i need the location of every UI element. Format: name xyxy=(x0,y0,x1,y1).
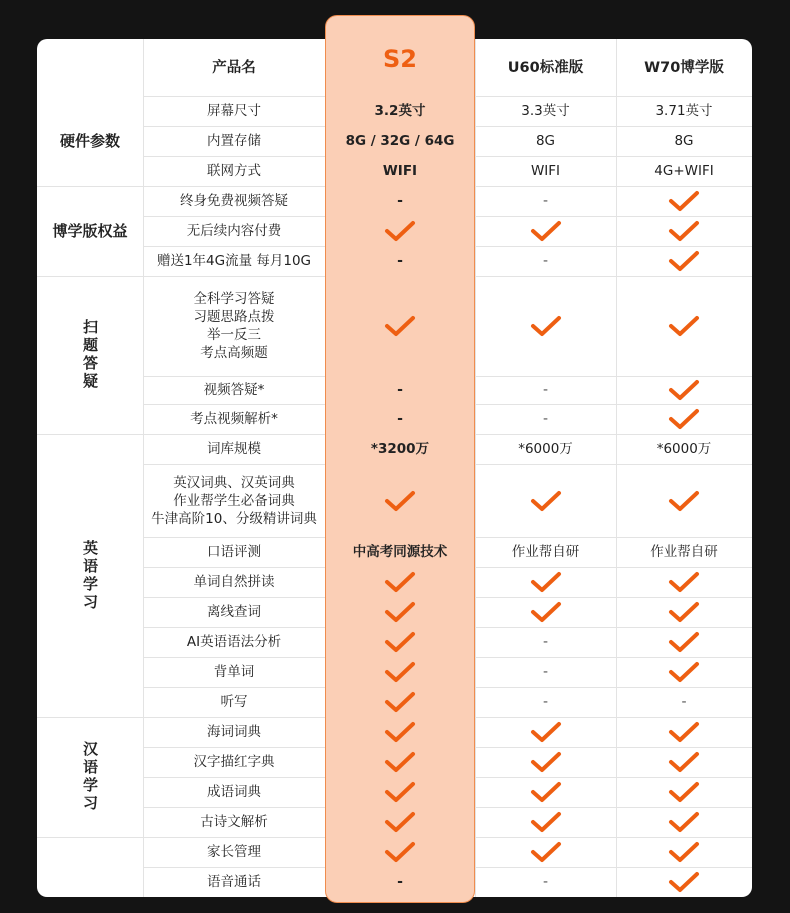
checkmark-icon xyxy=(384,315,416,337)
feature-label: 考点视频解析* xyxy=(190,411,278,427)
category-label: 汉语学习 xyxy=(81,741,99,813)
product-value: - xyxy=(542,874,549,890)
header-product-s2: S2 xyxy=(383,45,417,73)
product-value: 8G xyxy=(674,133,694,149)
s2-value: 3.2英寸 xyxy=(374,103,426,119)
checkmark-icon xyxy=(668,490,700,512)
feature-label: 内置存储 xyxy=(207,133,261,149)
check-cell xyxy=(616,186,752,216)
check-cell xyxy=(475,777,616,807)
checkmark-icon xyxy=(668,751,700,773)
checkmark-icon xyxy=(668,841,700,863)
checkmark-icon xyxy=(530,841,562,863)
checkmark-icon xyxy=(384,781,416,803)
check-cell xyxy=(325,567,475,597)
feature-label: 海词词典 xyxy=(207,724,261,740)
checkmark-icon xyxy=(530,751,562,773)
checkmark-icon xyxy=(668,631,700,653)
check-cell xyxy=(325,627,475,657)
check-cell xyxy=(616,216,752,246)
product-value: WIFI xyxy=(530,163,561,179)
feature-label: 离线查词 xyxy=(207,604,261,620)
check-cell xyxy=(616,246,752,276)
s2-value: 中高考同源技术 xyxy=(352,544,448,560)
category-label: 博学版权益 xyxy=(52,222,128,240)
category-label: 英语学习 xyxy=(81,539,99,612)
check-cell xyxy=(616,464,752,537)
s2-value: - xyxy=(397,253,403,269)
check-cell xyxy=(475,216,616,246)
checkmark-icon xyxy=(530,220,562,242)
check-cell xyxy=(475,717,616,747)
checkmark-icon xyxy=(668,601,700,623)
checkmark-icon xyxy=(668,408,700,430)
checkmark-icon xyxy=(668,315,700,337)
checkmark-icon xyxy=(668,811,700,833)
product-value: - xyxy=(542,411,549,427)
feature-label: 听写 xyxy=(220,694,248,710)
s2-value: 8G / 32G / 64G xyxy=(345,133,455,149)
checkmark-icon xyxy=(668,721,700,743)
checkmark-icon xyxy=(668,250,700,272)
feature-label: 口语评测 xyxy=(207,544,261,560)
feature-label: 终身免费视频答疑 xyxy=(180,193,288,209)
checkmark-icon xyxy=(384,841,416,863)
checkmark-icon xyxy=(668,571,700,593)
feature-label: 全科学习答疑 习题思路点拨 举一反三 考点高频题 xyxy=(193,291,275,361)
check-cell xyxy=(616,597,752,627)
product-value: 3.3英寸 xyxy=(521,103,570,119)
checkmark-icon xyxy=(530,490,562,512)
s2-value: - xyxy=(397,411,403,427)
check-cell xyxy=(616,657,752,687)
check-cell xyxy=(325,276,475,376)
category-label: 扫题答疑 xyxy=(81,319,99,391)
checkmark-icon xyxy=(530,315,562,337)
feature-label: 单词自然拼读 xyxy=(193,574,275,590)
check-cell xyxy=(475,747,616,777)
product-value: - xyxy=(681,694,687,710)
checkmark-icon xyxy=(668,871,700,893)
checkmark-icon xyxy=(668,379,700,401)
product-value: 作业帮自研 xyxy=(650,544,718,560)
product-value: - xyxy=(542,382,549,398)
product-value: - xyxy=(542,253,549,269)
product-value: - xyxy=(542,664,549,680)
checkmark-icon xyxy=(530,601,562,623)
feature-label: 词库规模 xyxy=(207,441,261,457)
checkmark-icon xyxy=(668,220,700,242)
feature-label: 视频答疑* xyxy=(203,382,265,398)
s2-value: - xyxy=(397,382,403,398)
feature-label: 家长管理 xyxy=(207,844,261,860)
feature-label: 古诗文解析 xyxy=(200,814,268,830)
feature-label: AI英语语法分析 xyxy=(186,634,282,650)
header-product-u60: U60标准版 xyxy=(507,59,584,76)
check-cell xyxy=(616,404,752,434)
checkmark-icon xyxy=(384,571,416,593)
feature-label: 汉字描红字典 xyxy=(193,754,275,770)
checkmark-icon xyxy=(668,190,700,212)
check-cell xyxy=(325,216,475,246)
product-value: - xyxy=(542,193,549,209)
feature-label: 联网方式 xyxy=(207,163,261,179)
check-cell xyxy=(325,464,475,537)
feature-label: 英汉词典、汉英词典 作业帮学生必备词典 牛津高阶10、分级精讲词典 xyxy=(151,474,317,527)
checkmark-icon xyxy=(384,721,416,743)
checkmark-icon xyxy=(530,721,562,743)
checkmark-icon xyxy=(530,781,562,803)
s2-value: - xyxy=(397,193,403,209)
header-product-label: 产品名 xyxy=(212,59,256,76)
product-value: *6000万 xyxy=(518,441,573,457)
s2-value: *3200万 xyxy=(370,441,430,457)
checkmark-icon xyxy=(668,781,700,803)
check-cell xyxy=(325,807,475,837)
check-cell xyxy=(475,567,616,597)
checkmark-icon xyxy=(668,661,700,683)
check-cell xyxy=(475,807,616,837)
category-divider xyxy=(37,837,143,838)
check-cell xyxy=(325,597,475,627)
checkmark-icon xyxy=(384,661,416,683)
checkmark-icon xyxy=(384,490,416,512)
check-cell xyxy=(325,687,475,717)
check-cell xyxy=(616,867,752,897)
checkmark-icon xyxy=(384,601,416,623)
check-cell xyxy=(616,276,752,376)
check-cell xyxy=(616,747,752,777)
check-cell xyxy=(616,807,752,837)
feature-label: 语音通话 xyxy=(207,874,261,890)
feature-label: 屏幕尺寸 xyxy=(207,103,261,119)
check-cell xyxy=(475,597,616,627)
s2-value: - xyxy=(397,874,403,890)
s2-value: WIFI xyxy=(382,163,418,179)
header-product-w70: W70博学版 xyxy=(644,59,724,76)
check-cell xyxy=(325,717,475,747)
product-value: *6000万 xyxy=(656,441,712,457)
check-cell xyxy=(616,627,752,657)
feature-label: 赠送1年4G流量 每月10G xyxy=(156,253,312,269)
check-cell xyxy=(325,657,475,687)
check-cell xyxy=(325,777,475,807)
checkmark-icon xyxy=(530,811,562,833)
feature-label: 成语词典 xyxy=(207,784,261,800)
feature-label: 背单词 xyxy=(213,664,255,680)
check-cell xyxy=(325,837,475,867)
check-cell xyxy=(475,276,616,376)
product-value: 8G xyxy=(535,133,556,149)
product-value: - xyxy=(542,694,549,710)
product-value: 作业帮自研 xyxy=(511,544,580,560)
feature-label: 无后续内容付费 xyxy=(186,223,282,239)
product-value: 4G+WIFI xyxy=(654,163,714,179)
check-cell xyxy=(475,837,616,867)
check-cell xyxy=(616,717,752,747)
check-cell xyxy=(616,376,752,404)
product-value: - xyxy=(542,634,549,650)
checkmark-icon xyxy=(384,631,416,653)
checkmark-icon xyxy=(530,571,562,593)
product-value: 3.71英寸 xyxy=(655,103,713,119)
category-label: 硬件参数 xyxy=(59,132,120,150)
check-cell xyxy=(475,464,616,537)
checkmark-icon xyxy=(384,220,416,242)
check-cell xyxy=(325,747,475,777)
checkmark-icon xyxy=(384,691,416,713)
check-cell xyxy=(616,837,752,867)
checkmark-icon xyxy=(384,811,416,833)
checkmark-icon xyxy=(384,751,416,773)
check-cell xyxy=(616,567,752,597)
check-cell xyxy=(616,777,752,807)
